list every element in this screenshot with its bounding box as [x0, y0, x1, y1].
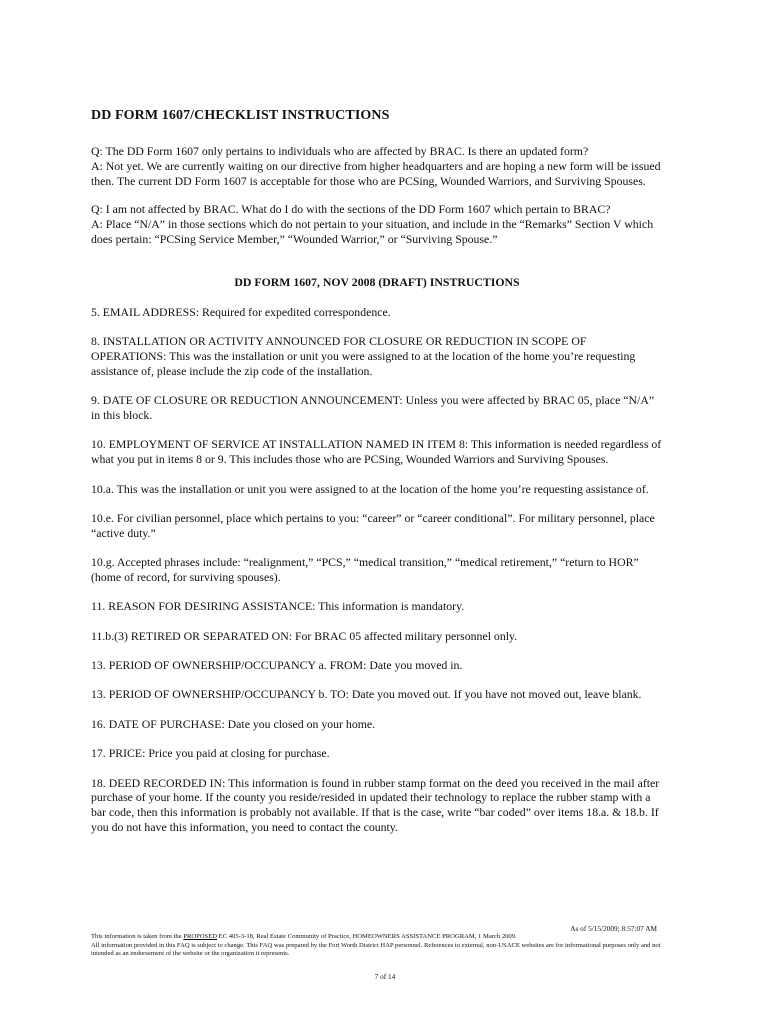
instruction-item: 17. PRICE: Price you paid at closing for purchase.: [91, 746, 330, 761]
faq-answer: A: Not yet. We are currently waiting on our directive from higher headquarters and are hoping a new form will be issued then. The current DD Form 1607 is acceptable for those who are PCSing, Wounded Warriors, and Surviving Spouses.: [91, 158, 661, 188]
instruction-item: 10.e. For civilian personnel, place which pertains to you: “career” or “career conditional”. For military personnel, place “active duty.”: [91, 510, 655, 540]
page-title: DD FORM 1607/CHECKLIST INSTRUCTIONS: [91, 108, 390, 123]
instruction-item: 10. EMPLOYMENT OF SERVICE AT INSTALLATION NAMED IN ITEM 8: This information is needed regardless of what you put in items 8 or 9. This includes those who are PCSing, Wounded Warriors and Surviving Spouses.: [91, 437, 662, 467]
footer-source-line: [91, 933, 671, 942]
footer-disclaimer-line: All information provided in this FAQ is subject to change. This FAQ was prepared by the Fort Worth District HAP personnel. References to external, non-USACE websites are for informational purposes only and not intended as an endorsement of the website or the organization it represents.: [91, 941, 661, 958]
instruction-item: 11. REASON FOR DESIRING ASSISTANCE: This information is mandatory.: [91, 599, 465, 614]
instruction-item: 8. INSTALLATION OR ACTIVITY ANNOUNCED FOR CLOSURE OR REDUCTION IN SCOPE OF OPERATIONS: This was the installation or unit you were assigned to at the location of the home you’re requesting assistance of, please include the zip code of the installation.: [91, 334, 636, 378]
document-body: [91, 108, 663, 849]
instruction-item: 13. PERIOD OF OWNERSHIP/OCCUPANCY a. FROM: Date you moved in.: [91, 658, 463, 673]
faq-entry-2: [91, 202, 663, 246]
faq-answer: A: Place “N/A” in those sections which do not pertain to your situation, and include in the “Remarks” Section V which does pertain: “PCSing Service Member,” “Wounded Warrior,” or “Surviving Spouse.”: [91, 217, 654, 246]
instruction-item: 10.a. This was the installation or unit you were assigned to at the location of the home you’re requesting assistance of.: [91, 481, 649, 496]
instruction-item: 5. EMAIL ADDRESS: Required for expedited correspondence.: [91, 304, 391, 319]
footer-source-prefix: This information is taken from the: [91, 933, 184, 940]
instruction-item: 9. DATE OF CLOSURE OR REDUCTION ANNOUNCEMENT: Unless you were affected by BRAC 05, place “N/A” in this block.: [91, 393, 655, 422]
instruction-item: 13. PERIOD OF OWNERSHIP/OCCUPANCY b. TO: Date you moved out. If you have not moved out, leave blank.: [91, 687, 642, 702]
instruction-item: 11.b.(3) RETIRED OR SEPARATED ON: For BRAC 05 affected military personnel only.: [91, 628, 518, 643]
page-number: 7 of 14: [374, 972, 396, 981]
footer-timestamp: As of 5/15/2009; 8:57:07 AM: [570, 924, 657, 933]
instruction-item: 10.g. Accepted phrases include: “realignment,” “PCS,” “medical transition,” “medical retirement,” “return to HOR” (home of record, for surviving spouses).: [91, 555, 639, 584]
instruction-item: 18. DEED RECORDED IN: This information is found in rubber stamp format on the deed you received in the mail after purchase of your home. If the county you reside/resided in updated their technology to replace the rubber stamp with a bar code, then this information is probably not available. If that is the case, write “bar coded” over items 18.a. & 18.b. If you do not have this information, you need to contact the county.: [91, 775, 660, 835]
faq-question: Q: The DD Form 1607 only pertains to individuals who are affected by BRAC. Is there an updated form?: [91, 144, 589, 158]
footer-source-rest: EC 405-3-18, Real Estate Community of Practice, HOMEOWNERS ASSISTANCE PROGRAM, 1 March 2009.: [217, 933, 517, 940]
faq-entry-1: [91, 144, 663, 188]
footer-disclaimer: [91, 933, 671, 959]
section-title: DD FORM 1607, NOV 2008 (DRAFT) INSTRUCTIONS: [234, 274, 520, 289]
faq-question: Q: I am not affected by BRAC. What do I do with the sections of the DD Form 1607 which pertain to BRAC?: [91, 202, 611, 217]
footer-proposed: PROPOSED: [183, 933, 218, 940]
instruction-item: 16. DATE OF PURCHASE: Date you closed on your home.: [91, 716, 376, 731]
